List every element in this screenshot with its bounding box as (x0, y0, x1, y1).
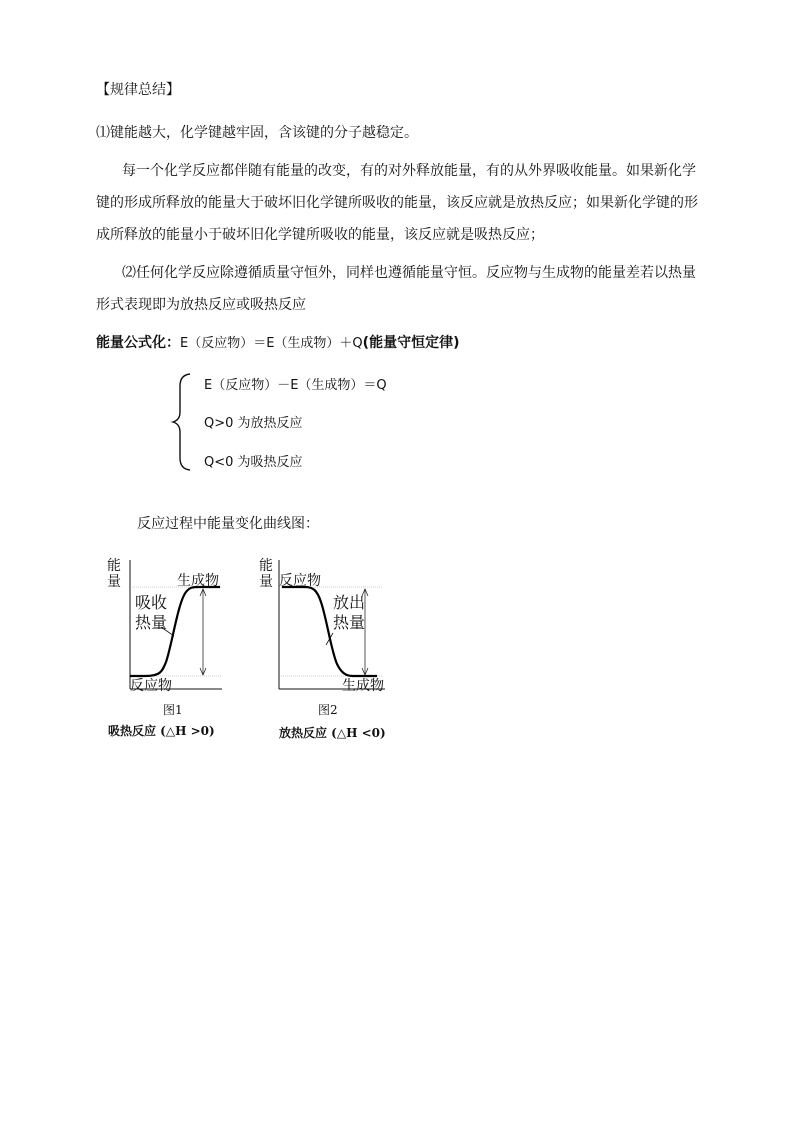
para1-line2: 键的形成所释放的能量大于破坏旧化学键所吸收的能量，该反应就是放热反应；如果新化学键的形 (96, 195, 698, 211)
left-brace-icon (170, 372, 194, 472)
para1-line3: 成所释放的能量小于破坏旧化学键所吸收的能量，该反应就是吸热反应； (96, 227, 544, 243)
fig2-label: 图2 (318, 703, 338, 717)
formula-law: (能量守恒定律) (362, 335, 460, 351)
fig2-top-label: 反应物 (279, 573, 321, 589)
fig2-heat-line1: 放出 (333, 593, 366, 612)
fig1-label: 图1 (163, 703, 183, 717)
fig2-caption: 放热反应 (△H <0) (279, 726, 386, 740)
fig1-heat-line1: 吸收 (135, 593, 168, 612)
para1-line1: 每一个化学反应都伴随有能量的改变，有的对外释放能量，有的从外界吸收能量。如果新化学 (122, 163, 696, 179)
fig1-caption: 吸热反应 (△H >0) (108, 724, 215, 738)
fig2-bottom-label: 生成物 (342, 678, 384, 694)
formula-line (96, 335, 459, 352)
case-line-2: Q>0 为放热反应 (204, 416, 303, 431)
case-line-3: Q<0 为吸热反应 (204, 455, 303, 470)
formula-label: 能量公式化： (96, 335, 180, 351)
section-title: 【规律总结】 (96, 82, 180, 98)
fig2-y-axis-char2: 量 (259, 574, 273, 590)
fig1-y-axis-char2: 量 (107, 574, 121, 590)
fig1-y-axis-char1: 能 (107, 558, 121, 574)
fig1-bottom-label: 反应物 (130, 678, 172, 694)
fig2-heat-line2: 热量 (333, 613, 366, 632)
fig1-heat-line2: 热量 (135, 613, 168, 632)
figure-1 (100, 550, 230, 750)
diagram-title: 反应过程中能量变化曲线图： (137, 516, 319, 532)
figure-2 (255, 550, 395, 750)
formula-expr: E（反应物）＝E（生成物）＋Q (180, 336, 363, 351)
fig2-y-axis-char1: 能 (259, 558, 273, 574)
point2-line1: ⑵任何化学反应除遵循质量守恒外，同样也遵循能量守恒。反应物与生成物的能量差若以热量 (122, 265, 696, 281)
point-1: ⑴键能越大，化学键越牢固，含该键的分子越稳定。 (96, 125, 418, 141)
fig1-top-label: 生成物 (177, 573, 219, 589)
case-line-1: E（反应物）－E（生成物）＝Q (204, 378, 387, 393)
point2-line2: 形式表现即为放热反应或吸热反应 (96, 297, 306, 313)
